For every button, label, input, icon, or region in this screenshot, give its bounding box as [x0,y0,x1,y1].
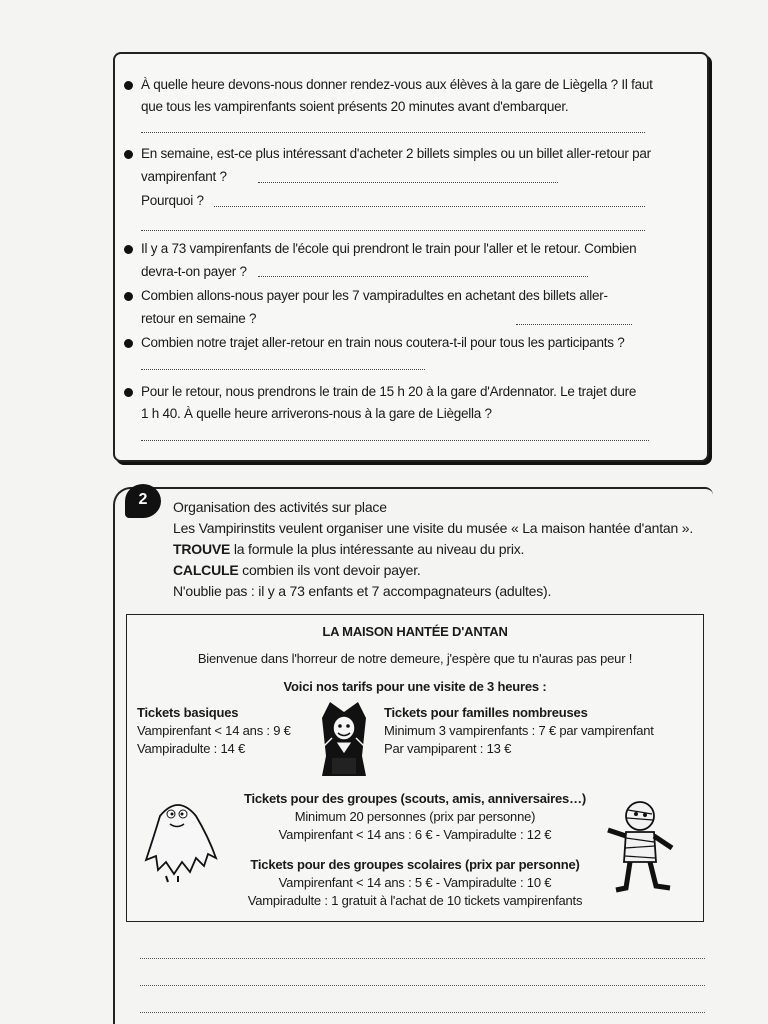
question-5-line-1: Combien notre trajet aller-retour en train nous coutera-t-il pour tous les participants ? [141,335,625,350]
question-1-line-2: que tous les vampirenfants soient présents 20 minutes avant d'embarquer. [141,99,569,114]
family-child-price: Minimum 3 vampirenfants : 7 € par vampirenfant [384,723,654,738]
answer-line-8[interactable] [141,440,649,441]
bullet-icon [124,292,133,301]
school-tickets-title: Tickets pour des groupes scolaires (prix par personne) [250,857,580,872]
question-6-line-1: Pour le retour, nous prendrons le train de 15 h 20 à la gare d'Ardennator. Le trajet dure [141,384,637,399]
group-tickets-title: Tickets pour des groupes (scouts, amis, anniversaires…) [243,791,587,806]
section-2-intro: Les Vampirinstits veulent organiser une visite du musée « La maison hantée d'antan ». [173,520,694,536]
instruction-text: combien ils vont devoir payer. [238,562,421,578]
question-3-line-2: devra-t-on payer ? [141,264,247,279]
answer-line-5[interactable] [258,276,588,277]
answer-line-7[interactable] [141,369,425,370]
bullet-icon [124,81,133,90]
bullet-icon [124,245,133,254]
flyer-tariffs-intro: Voici nos tarifs pour une visite de 3 heures : [283,679,547,694]
group-minimum: Minimum 20 personnes (prix par personne) [294,809,536,824]
section-2-instruction-find [173,539,524,559]
answer-line-2[interactable] [258,182,558,183]
instruction-keyword: CALCULE [173,562,239,578]
question-2-why: Pourquoi ? [141,193,204,208]
answer-line-4[interactable] [141,230,645,231]
family-tickets-title: Tickets pour familles nombreuses [384,705,588,720]
question-4-line-1: Combien allons-nous payer pour les 7 vampiradultes en achetant des billets aller- [141,288,608,303]
answer-line-3[interactable] [214,206,645,207]
question-1-line-1: À quelle heure devons-nous donner rendez-vous aux élèves à la gare de Liègella ? Il faut [141,77,653,92]
question-2-line-1: En semaine, est-ce plus intéressant d'acheter 2 billets simples ou un billet aller-retour par [141,146,651,161]
family-parent-price: Par vampiparent : 13 € [384,741,512,756]
school-prices: Vampirenfant < 14 ans : 5 € - Vampiradulte : 10 € [278,875,552,890]
instruction-keyword: TROUVE [173,541,231,557]
section-2-reminder: N'oublie pas : il y a 73 enfants et 7 accompagnateurs (adultes). [173,583,552,599]
section-number: 2 [125,484,161,518]
bullet-icon [124,388,133,397]
question-3-line-1: Il y a 73 vampirenfants de l'école qui prendront le train pour l'aller et le retour. Combien [141,241,637,256]
bullet-icon [124,150,133,159]
vampire-icon [318,698,370,778]
group-prices: Vampirenfant < 14 ans : 6 € - Vampiradulte : 12 € [278,827,552,842]
question-6-line-2: 1 h 40. À quelle heure arriverons-nous à la gare de Liègella ? [141,406,492,421]
flyer-welcome: Bienvenue dans l'horreur de notre demeure, j'espère que tu n'auras pas peur ! [197,651,633,666]
answer-line-6[interactable] [516,324,632,325]
basic-adult-price: Vampiradulte : 14 € [137,741,245,756]
answer-line-9[interactable] [140,958,705,959]
school-free-adult: Vampiradulte : 1 gratuit à l'achat de 10 tickets vampirenfants [247,893,583,908]
answer-line-1[interactable] [141,132,645,133]
basic-child-price: Vampirenfant < 14 ans : 9 € [137,723,291,738]
question-2-line-2: vampirenfant ? [141,169,227,184]
flyer-title: LA MAISON HANTÉE D'ANTAN [322,624,508,639]
answer-line-10[interactable] [140,985,705,986]
basic-tickets-title: Tickets basiques [137,705,239,720]
question-4-line-2: retour en semaine ? [141,311,257,326]
bullet-icon [124,339,133,348]
section-2-instruction-calculate [173,560,421,580]
instruction-text: la formule la plus intéressante au niveau du prix. [230,541,525,557]
section-2-title: Organisation des activités sur place [173,499,387,515]
answer-line-11[interactable] [140,1012,705,1013]
